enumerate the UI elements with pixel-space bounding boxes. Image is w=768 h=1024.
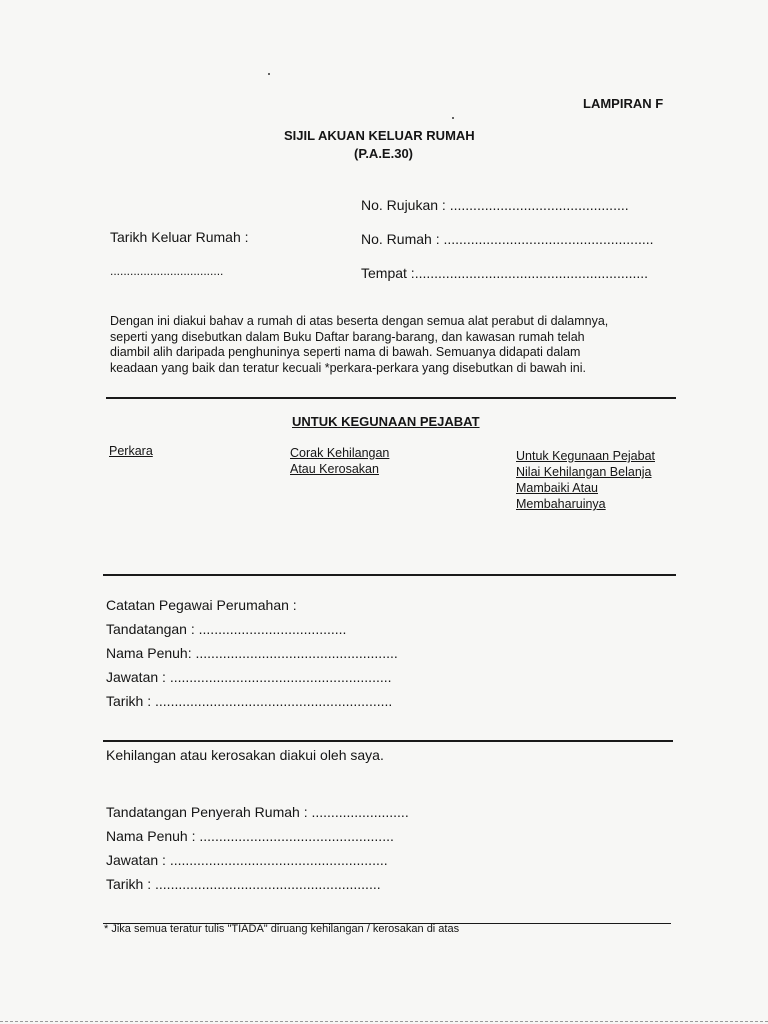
handover-signature-field: Tandatangan Penyerah Rumah : ......................... bbox=[106, 804, 409, 820]
column-damage-type bbox=[290, 445, 389, 477]
scan-speck bbox=[452, 117, 454, 119]
move-out-date-label: Tarikh Keluar Rumah : bbox=[110, 229, 249, 245]
acknowledgement-text: Kehilangan atau kerosakan diakui oleh saya. bbox=[106, 747, 384, 763]
officer-signature-field: Tandatangan : ...................................... bbox=[106, 621, 347, 637]
officer-date-field: Tarikh : ............................................................. bbox=[106, 693, 393, 709]
declaration-line: diambil alih daripada penghuninya seperti nama di bawah. Semuanya didapati dalam bbox=[110, 345, 581, 359]
officer-name-field: Nama Penuh: .................................................... bbox=[106, 645, 398, 661]
column-repair-cost-line: Mambaiki Atau bbox=[516, 481, 598, 495]
handover-name-field: Nama Penuh : .................................................. bbox=[106, 828, 394, 844]
document-title: SIJIL AKUAN KELUAR RUMAH bbox=[284, 128, 475, 143]
document-code: (P.A.E.30) bbox=[354, 146, 414, 161]
handover-position-field: Jawatan : ........................................................ bbox=[106, 852, 388, 868]
divider-line bbox=[106, 397, 676, 399]
footnote-text: * Jika semua teratur tulis "TIADA" diruang kehilangan / kerosakan di atas bbox=[104, 923, 460, 935]
column-repair-cost-line: Membaharuinya bbox=[516, 497, 606, 511]
declaration-line: keadaan yang baik dan teratur kecuali *perkara-perkara yang disebutkan di bawah ini. bbox=[110, 360, 586, 375]
column-damage-type-line: Corak Kehilangan bbox=[290, 446, 390, 460]
column-item-label: Perkara bbox=[109, 444, 153, 458]
column-damage-type-line: Atau Kerosakan bbox=[290, 462, 379, 476]
column-repair-cost-line: Untuk Kegunaan Pejabat bbox=[516, 449, 655, 463]
column-item bbox=[109, 443, 153, 459]
scan-speck bbox=[268, 73, 270, 75]
officer-position-field: Jawatan : ......................................................... bbox=[106, 669, 392, 685]
move-out-date-dots: .................................. bbox=[110, 264, 224, 278]
housing-officer-heading: Catatan Pegawai Perumahan : bbox=[106, 597, 297, 613]
location-field: Tempat :............................................................ bbox=[361, 265, 649, 281]
office-use-heading: UNTUK KEGUNAAN PEJABAT bbox=[292, 414, 480, 429]
declaration-line: seperti yang disebutkan dalam Buku Daftar barang-barang, dan kawasan rumah telah bbox=[110, 329, 585, 344]
scan-edge bbox=[0, 1021, 768, 1022]
handover-date-field: Tarikh : .......................................................... bbox=[106, 876, 381, 892]
column-repair-cost bbox=[516, 448, 655, 512]
column-repair-cost-line: Nilai Kehilangan Belanja bbox=[516, 465, 652, 479]
house-number-field: No. Rumah : ...................................................... bbox=[361, 231, 654, 247]
divider-line bbox=[103, 574, 676, 576]
declaration-paragraph bbox=[110, 314, 676, 376]
appendix-label: LAMPIRAN F bbox=[583, 96, 664, 111]
divider-line bbox=[103, 740, 673, 742]
reference-number-field: No. Rujukan : .............................................. bbox=[361, 197, 629, 213]
declaration-line: Dengan ini diakui bahav a rumah di atas beserta dengan semua alat perabut di dalamnya, bbox=[110, 314, 609, 328]
